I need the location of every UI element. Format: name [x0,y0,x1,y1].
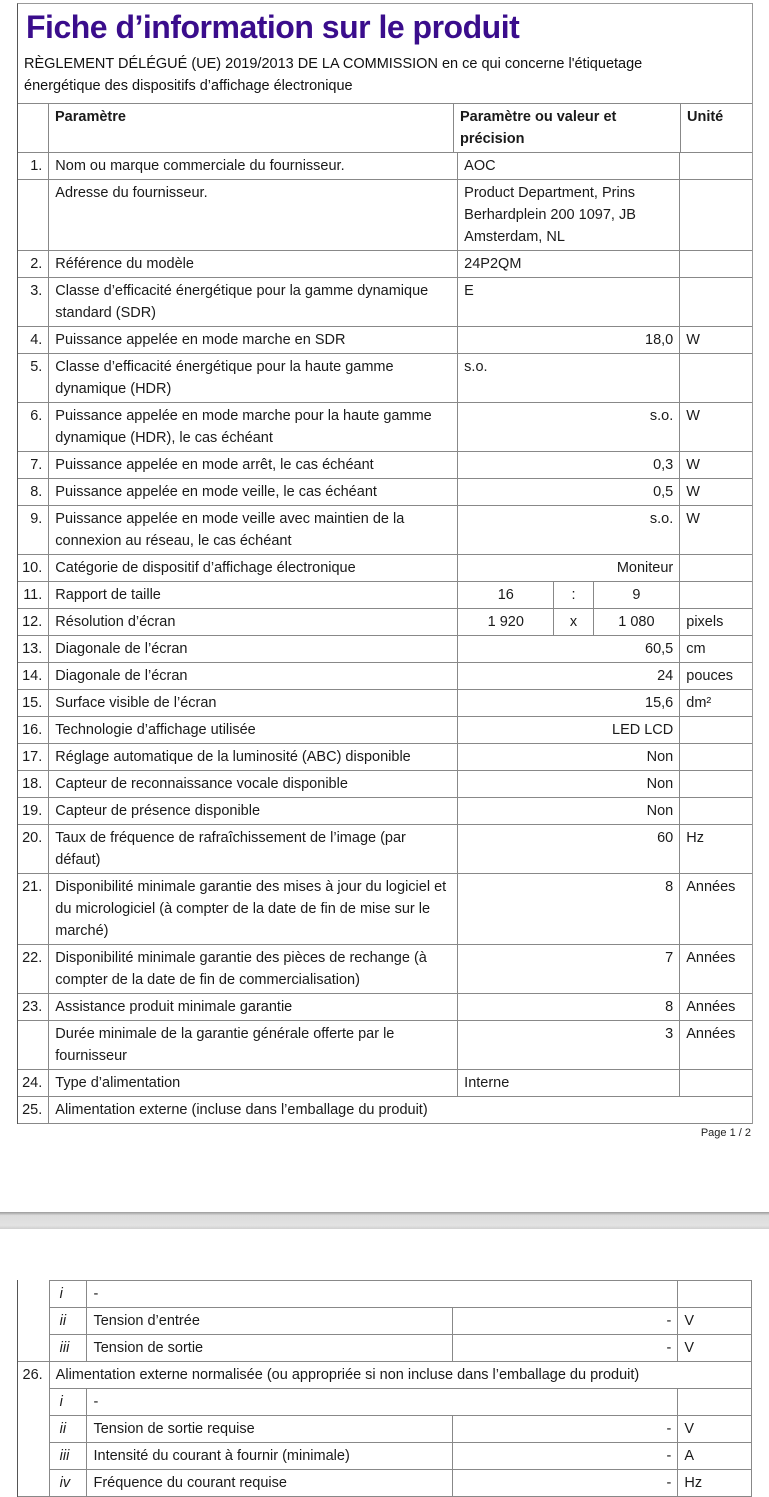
row-param: Puissance appelée en mode veille avec maintien de la connexion au réseau, le cas échéant [49,506,458,555]
row-number: 18. [18,771,49,798]
row-value: Interne [458,1070,680,1097]
row-value-a: 16 [458,582,554,609]
roman-index: ii [49,1308,87,1335]
sub-value: - [453,1470,678,1497]
row-unit: cm [680,636,752,663]
row-value: s.o. [458,354,680,403]
table-row [18,452,752,479]
row-value: 60 [458,825,680,874]
header-param: Paramètre [49,104,454,153]
row-number [18,1281,49,1308]
row-number [18,1021,49,1070]
sub-unit: A [678,1443,752,1470]
row-unit: dm² [680,690,752,717]
sub-param: Tension d’entrée [87,1308,453,1335]
row-param: Capteur de reconnaissance vocale disponible [49,771,458,798]
row-value: 18,0 [458,327,680,354]
table-row [18,153,752,180]
row-unit [680,555,752,582]
sub-param: Tension de sortie requise [87,1416,453,1443]
row-param: Adresse du fournisseur. [49,180,458,251]
row-value: 8 [458,994,680,1021]
page-2 [17,1280,752,1497]
row-unit: Hz [680,825,752,874]
row-unit [680,798,752,825]
row-value: s.o. [458,506,680,555]
row-number: 6. [18,403,49,452]
row-separator: x [554,609,593,636]
table-row [18,825,752,874]
row-value: 24 [458,663,680,690]
row-number: 9. [18,506,49,555]
table-header-row [18,104,752,153]
sub-value: - [453,1416,678,1443]
page-divider [0,1212,769,1229]
row-param: Taux de fréquence de rafraîchissement de l’image (par défaut) [49,825,458,874]
row-param: Résolution d’écran [49,609,458,636]
table-row [18,609,752,636]
row-param: Puissance appelée en mode marche pour la haute gamme dynamique (HDR), le cas échéant [49,403,458,452]
row-number: 21. [18,874,49,945]
sub-unit: V [678,1335,752,1362]
table-row [18,582,752,609]
row-number: 5. [18,354,49,403]
table-row [18,798,752,825]
row-param: Durée minimale de la garantie générale offerte par le fournisseur [49,1021,458,1070]
table-row [18,771,752,798]
sub-unit: V [678,1416,752,1443]
row-value-b: 9 [593,582,680,609]
row-value: 8 [458,874,680,945]
row-param: Classe d’efficacité énergétique pour la gamme dynamique standard (SDR) [49,278,458,327]
regulation-subtitle [18,47,752,103]
row-value: LED LCD [458,717,680,744]
row-number [18,1308,49,1335]
row-param: Puissance appelée en mode arrêt, le cas échéant [49,452,458,479]
row-number: 2. [18,251,49,278]
row-unit: Années [680,994,752,1021]
sub-param: Tension de sortie [87,1335,453,1362]
row-unit [680,354,752,403]
table-row [18,1362,752,1389]
header-value: Paramètre ou valeur et précision [454,104,681,153]
row-number [18,1470,49,1497]
table-row [18,327,752,354]
row-number: 1. [18,153,49,180]
row-unit [680,251,752,278]
table-row [18,874,752,945]
row-param: Capteur de présence disponible [49,798,458,825]
row-value-a: 1 920 [458,609,554,636]
row-number: 24. [18,1070,49,1097]
row-param: Assistance produit minimale garantie [49,994,458,1021]
row-param: Disponibilité minimale garantie des pièces de rechange (à compter de la date de fin de commercialisation) [49,945,458,994]
row-unit: W [680,327,752,354]
table-row [18,555,752,582]
row-unit [680,717,752,744]
sub-row [18,1281,752,1308]
row-unit: Années [680,1021,752,1070]
row-unit [680,153,752,180]
roman-index: ii [49,1416,87,1443]
row-value: Non [458,798,680,825]
row-param: Diagonale de l’écran [49,636,458,663]
row-param: Surface visible de l’écran [49,690,458,717]
roman-index: iii [49,1443,87,1470]
row-param: Rapport de taille [49,582,458,609]
row-unit [680,744,752,771]
table-row [18,278,752,327]
table-row [18,744,752,771]
row-number: 13. [18,636,49,663]
table-row [18,1021,752,1070]
table-row [18,1070,752,1097]
row-param: Catégorie de dispositif d’affichage électronique [49,555,458,582]
row-param: Technologie d’affichage utilisée [49,717,458,744]
page-title: Fiche d’information sur le produit [26,9,520,45]
sub-unit [678,1281,752,1308]
roman-index: i [49,1281,87,1308]
table-row [18,479,752,506]
row-value: Product Department, Prins Berhardplein 200 1097, JB Amsterdam, NL [458,180,680,251]
sub-value: - [453,1443,678,1470]
row-unit [680,180,752,251]
page-indicator: Page 1 / 2 [700,1127,751,1139]
row-unit: W [680,479,752,506]
row-number [18,180,49,251]
sub-param: - [87,1281,678,1308]
row-number [18,1443,49,1470]
row-unit: W [680,452,752,479]
subtitle-line-2: énergétique des dispositifs d’affichage électronique [24,78,353,94]
power-supply-table [18,1280,752,1497]
row-number: 8. [18,479,49,506]
sub-value: - [453,1335,678,1362]
sub-row [18,1389,752,1416]
table-row [18,663,752,690]
row-param: Alimentation externe (incluse dans l’emballage du produit) [49,1097,752,1124]
row-number: 17. [18,744,49,771]
table-row [18,636,752,663]
row-value: Moniteur [458,555,680,582]
row-value: E [458,278,680,327]
table-row [18,717,752,744]
row-value: 7 [458,945,680,994]
row-param: Puissance appelée en mode marche en SDR [49,327,458,354]
sub-unit: V [678,1308,752,1335]
row-param: Disponibilité minimale garantie des mises à jour du logiciel et du micrologiciel (à compter de la date de fin de mise sur le marché) [49,874,458,945]
roman-index: i [49,1389,87,1416]
row-value: s.o. [458,403,680,452]
row-number [18,1416,49,1443]
row-number: 23. [18,994,49,1021]
table-row [18,945,752,994]
row-value: AOC [458,153,680,180]
row-param: Classe d’efficacité énergétique pour la haute gamme dynamique (HDR) [49,354,458,403]
row-unit: pixels [680,609,752,636]
row-number: 4. [18,327,49,354]
sub-row [18,1443,752,1470]
row-number: 25. [18,1097,49,1124]
table-row [18,403,752,452]
header-num [18,104,49,153]
sub-value: - [453,1308,678,1335]
sub-param: Fréquence du courant requise [87,1470,453,1497]
sub-row [18,1308,752,1335]
row-unit [680,771,752,798]
table-row [18,1097,752,1124]
row-value: Non [458,744,680,771]
row-unit [680,582,752,609]
row-unit: pouces [680,663,752,690]
table-row [18,506,752,555]
row-unit: Années [680,945,752,994]
sub-unit: Hz [678,1470,752,1497]
header-unit: Unité [681,104,753,153]
row-number [18,1389,49,1416]
row-number: 11. [18,582,49,609]
sub-unit [678,1389,752,1416]
table-row [18,994,752,1021]
row-unit: W [680,403,752,452]
row-number: 16. [18,717,49,744]
row-number: 20. [18,825,49,874]
subtitle-line-1: RÈGLEMENT DÉLÉGUÉ (UE) 2019/2013 DE LA COMMISSION en ce qui concerne l'étiquetage [24,56,643,72]
row-unit: W [680,506,752,555]
roman-index: iii [49,1335,87,1362]
row-value: 24P2QM [458,251,680,278]
row-number: 7. [18,452,49,479]
row-number: 3. [18,278,49,327]
row-param: Nom ou marque commerciale du fournisseur. [49,153,458,180]
row-value: 60,5 [458,636,680,663]
row-param: Alimentation externe normalisée (ou appropriée si non incluse dans l’emballage du produit) [49,1362,751,1389]
product-info-rows [18,152,752,1124]
roman-index: iv [49,1470,87,1497]
sub-param: - [87,1389,678,1416]
row-number [18,1335,49,1362]
row-param: Type d’alimentation [49,1070,458,1097]
row-number: 15. [18,690,49,717]
row-number: 26. [18,1362,49,1389]
table-row [18,354,752,403]
row-number: 19. [18,798,49,825]
table-row [18,251,752,278]
product-info-table [18,103,752,152]
row-value: 0,5 [458,479,680,506]
row-unit [680,278,752,327]
row-number: 14. [18,663,49,690]
sub-row [18,1335,752,1362]
page-1 [17,3,753,1124]
row-value: 15,6 [458,690,680,717]
row-param: Diagonale de l’écran [49,663,458,690]
row-value: Non [458,771,680,798]
sub-row [18,1470,752,1497]
row-param: Réglage automatique de la luminosité (ABC) disponible [49,744,458,771]
row-separator: : [554,582,593,609]
row-param: Référence du modèle [49,251,458,278]
row-value: 0,3 [458,452,680,479]
sub-param: Intensité du courant à fournir (minimale) [87,1443,453,1470]
row-number: 22. [18,945,49,994]
row-unit: Années [680,874,752,945]
row-number: 10. [18,555,49,582]
row-param: Puissance appelée en mode veille, le cas échéant [49,479,458,506]
row-number: 12. [18,609,49,636]
row-value-b: 1 080 [593,609,680,636]
table-row [18,180,752,251]
row-unit [680,1070,752,1097]
row-value: 3 [458,1021,680,1070]
table-row [18,690,752,717]
sub-row [18,1416,752,1443]
